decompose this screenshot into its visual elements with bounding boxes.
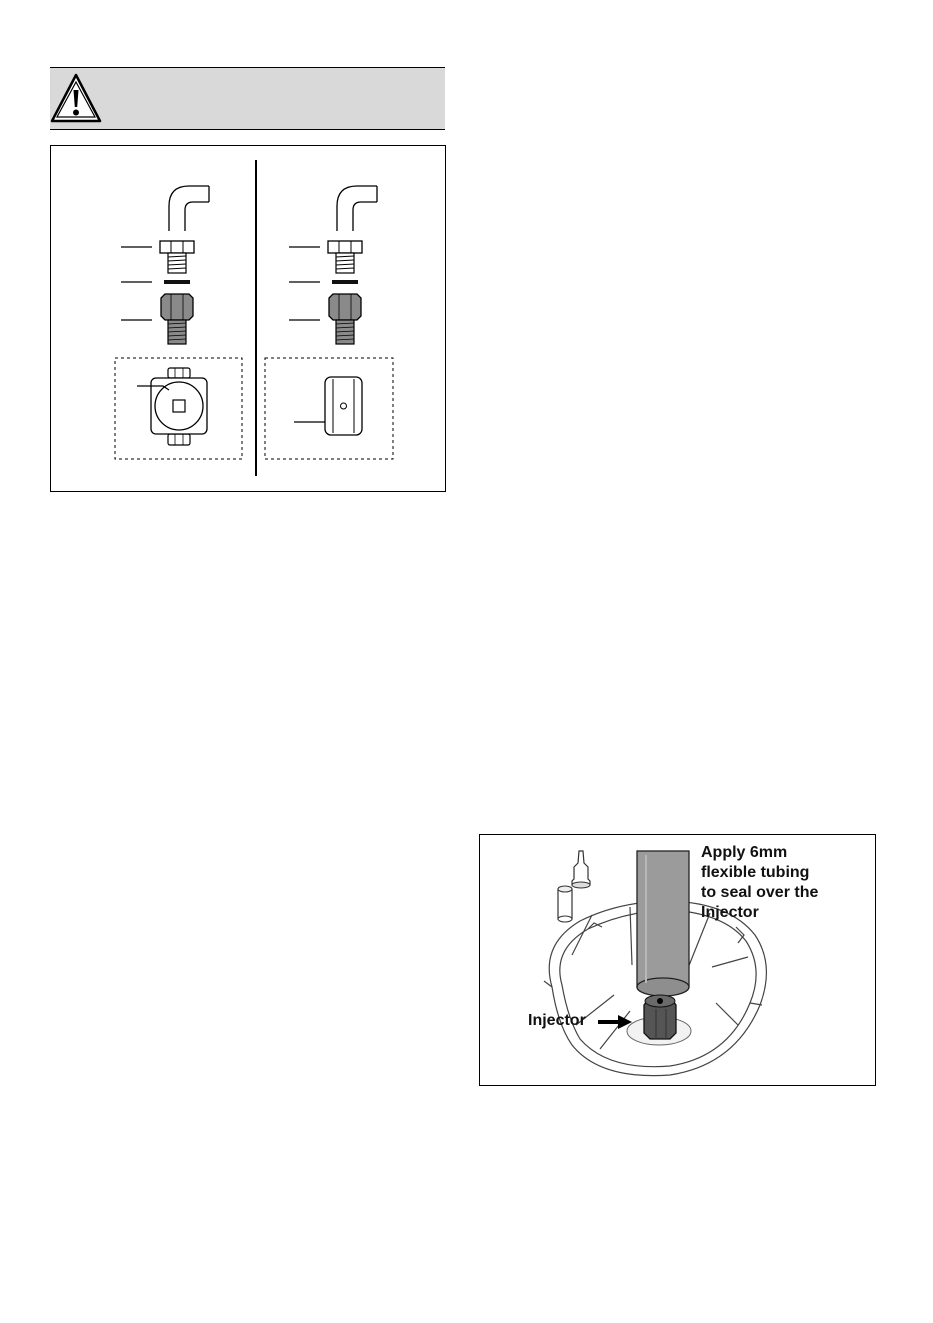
round-hole-fitting-icon (325, 377, 362, 435)
warning-triangle-icon (50, 68, 445, 131)
caption-line: flexible tubing (701, 864, 810, 881)
right-fitting-assembly (265, 186, 393, 459)
fitting-illustration (51, 146, 447, 493)
arrow-right-icon (598, 1015, 632, 1029)
left-fitting-assembly (115, 186, 242, 459)
injector-tubing-figure (479, 834, 876, 1086)
flexible-tubing (637, 851, 689, 996)
caption-line: Injector (701, 904, 759, 921)
fitting-assembly-diagram (50, 145, 446, 492)
spare-injector-sleeve-icon (558, 886, 572, 922)
caption-line: to seal over the (701, 884, 819, 901)
caption-line: Apply 6mm (701, 844, 788, 861)
injector-icon (644, 995, 676, 1039)
injector-label: Injector (528, 1012, 586, 1029)
tubing-instruction-caption (701, 843, 871, 923)
square-hole-fitting-icon (151, 368, 207, 445)
warning-banner (50, 67, 445, 130)
spare-nozzle-icon (572, 851, 590, 888)
